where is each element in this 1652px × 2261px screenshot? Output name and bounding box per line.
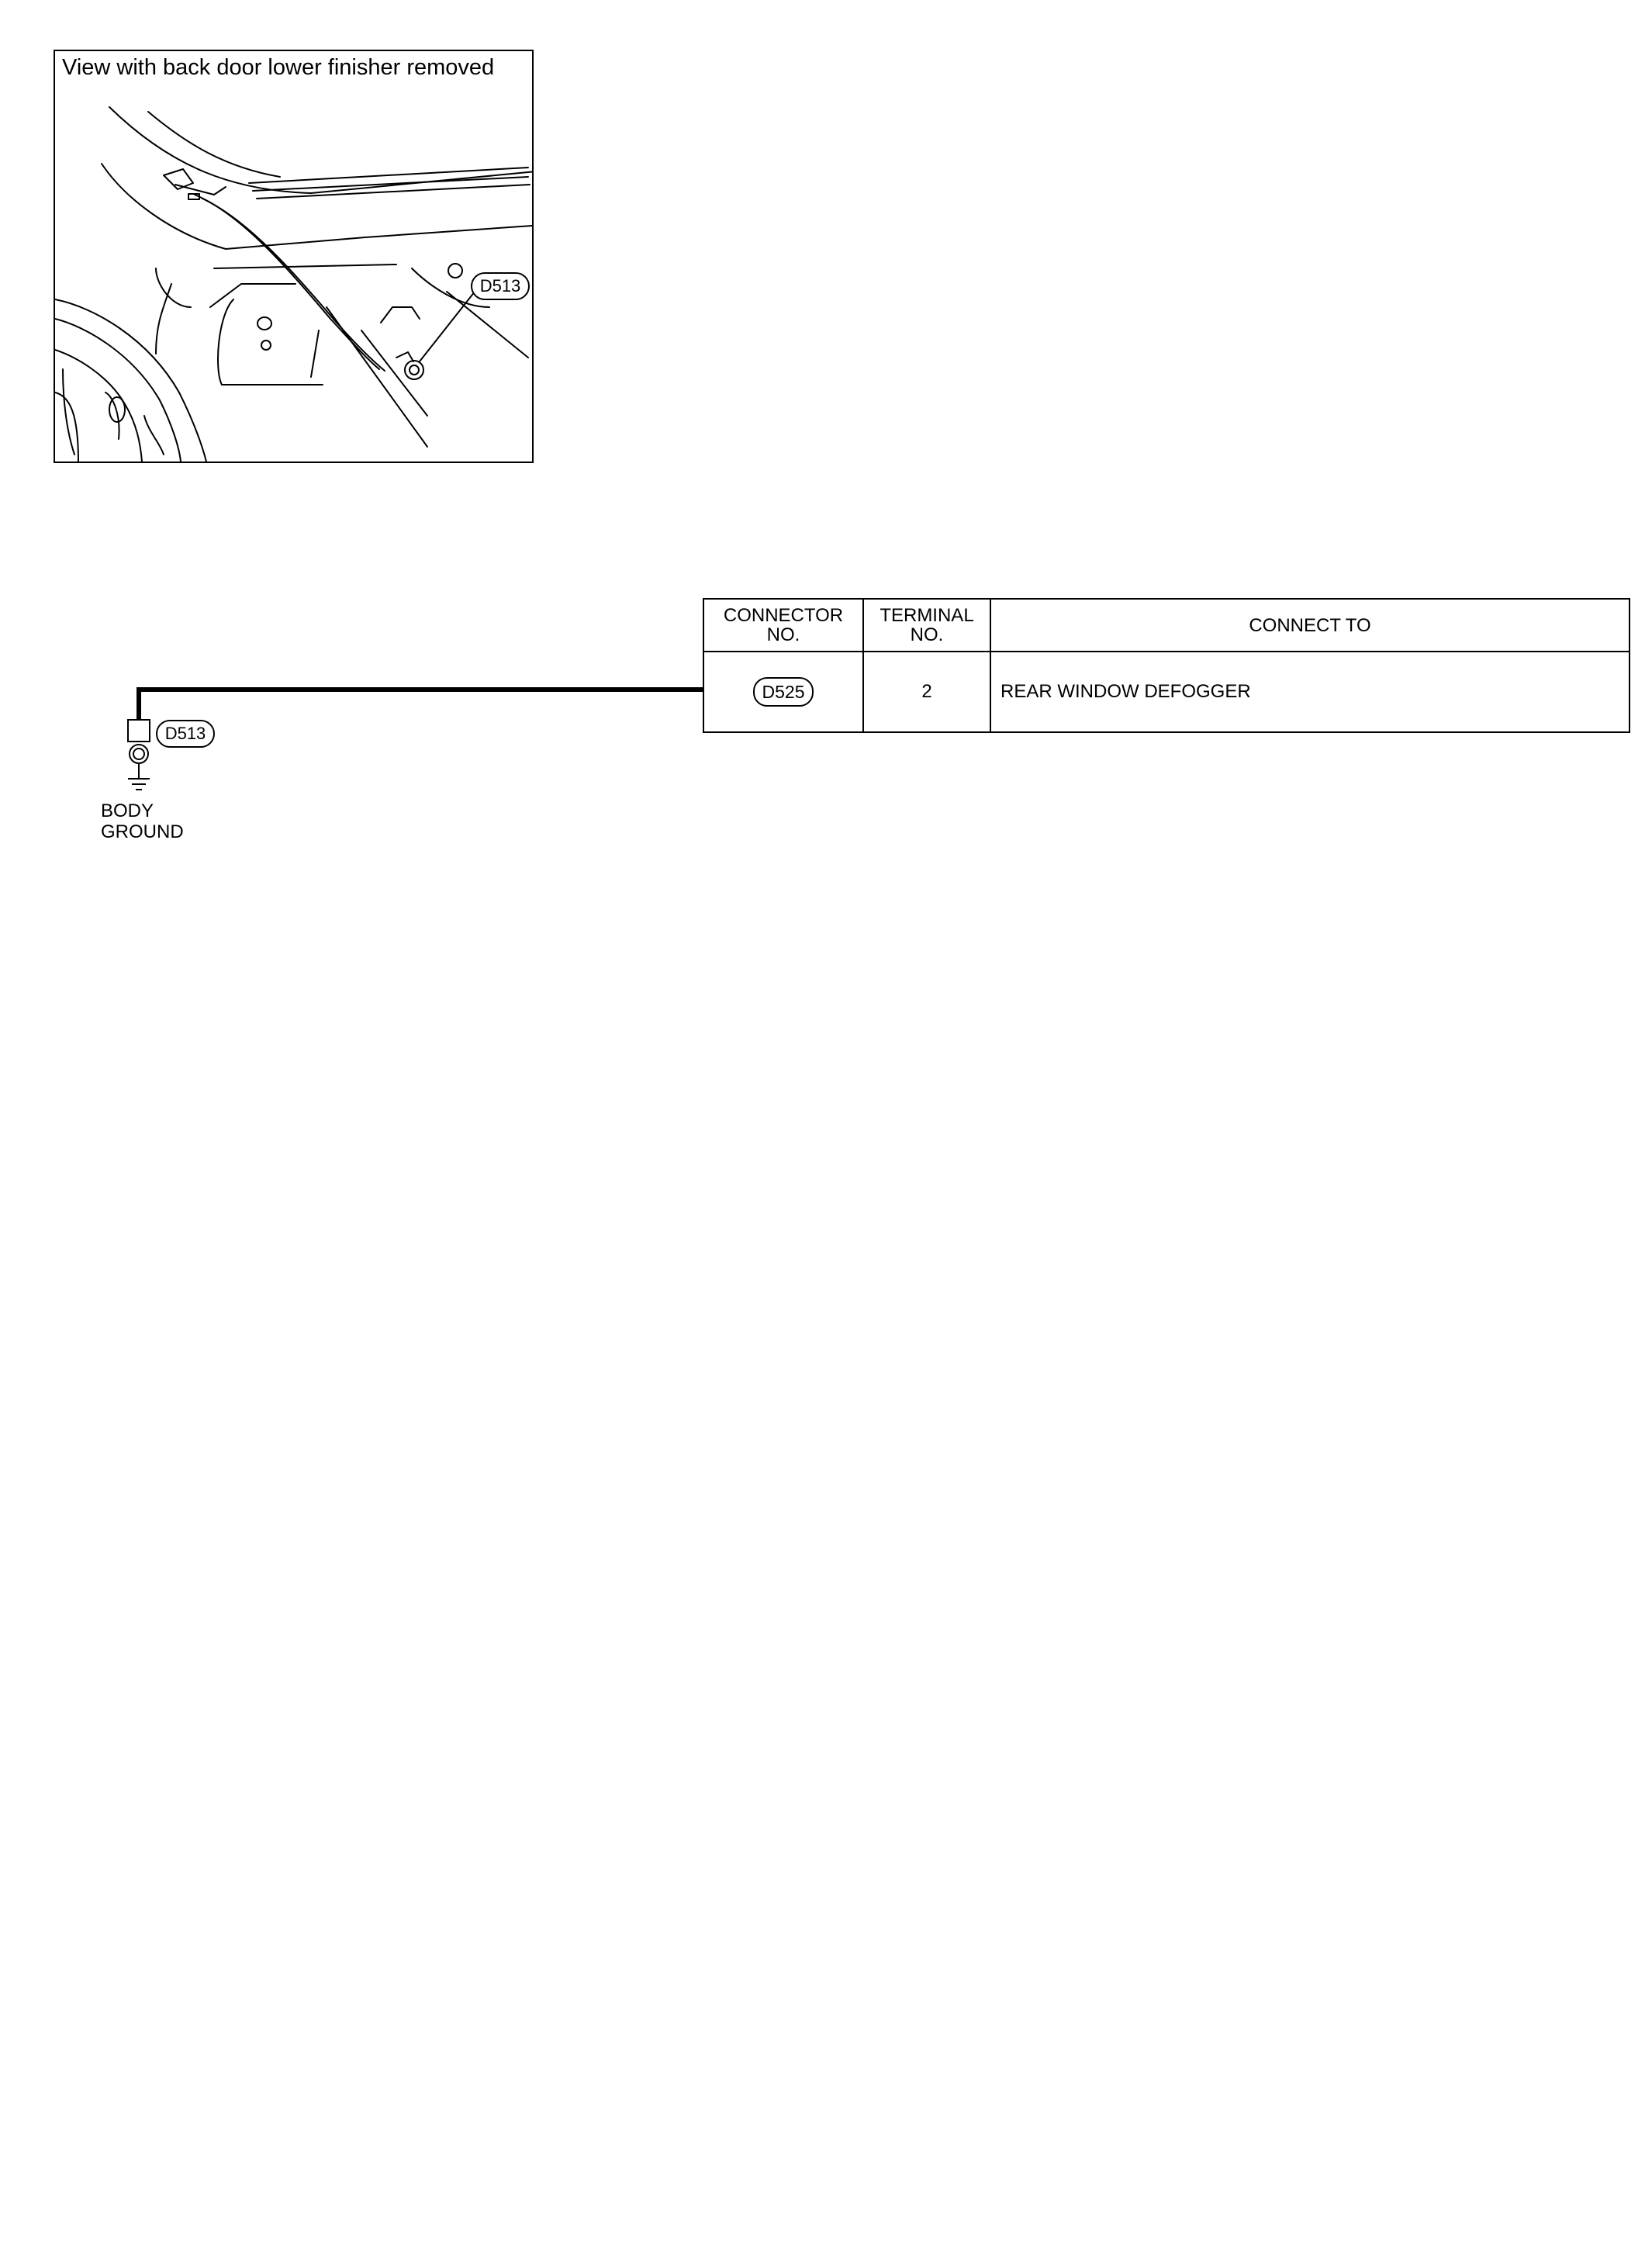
row-connector-cell xyxy=(703,652,863,732)
location-view-frame xyxy=(54,50,534,463)
body-ground-label-line2: GROUND xyxy=(101,821,184,842)
table-row xyxy=(703,652,1630,732)
row-terminal-cell: 2 xyxy=(863,652,990,732)
header-terminal-line2: NO. xyxy=(910,624,944,645)
header-connector-no xyxy=(703,599,863,652)
harness-wire xyxy=(137,687,703,692)
connector-table xyxy=(703,598,1630,733)
connector-table-header xyxy=(703,599,1630,652)
header-connector-line1: CONNECTOR xyxy=(723,605,844,626)
body-ground-label xyxy=(101,800,184,842)
header-terminal-no xyxy=(863,599,990,652)
header-connect-to: CONNECT TO xyxy=(990,599,1630,652)
row-connector-callout: D525 xyxy=(753,677,814,707)
body-ground-label-line1: BODY xyxy=(101,800,154,821)
back-door-area-illustration xyxy=(55,51,532,462)
header-terminal-line1: TERMINAL xyxy=(880,605,974,626)
location-view-caption: View with back door lower finisher removed xyxy=(62,55,495,80)
view-connector-callout: D513 xyxy=(471,272,530,300)
row-connect-to-cell: REAR WINDOW DEFOGGER xyxy=(990,652,1630,732)
ground-connector-callout: D513 xyxy=(156,720,215,748)
header-connector-line2: NO. xyxy=(766,624,800,645)
